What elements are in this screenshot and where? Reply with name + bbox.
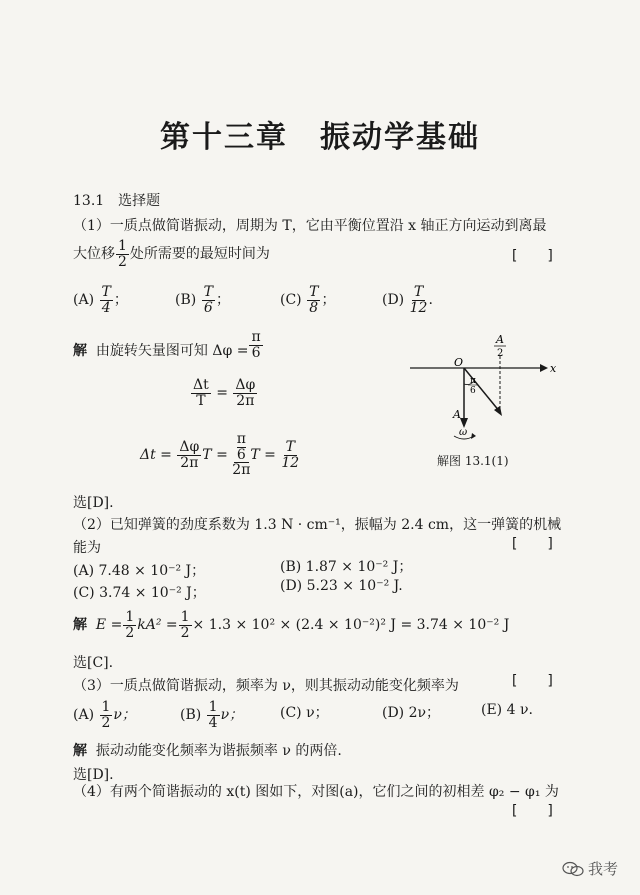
wechat-icon [562, 861, 584, 877]
q1-frac-half: $\frac{1}{2}$ [118, 238, 127, 270]
label-o: O [454, 356, 464, 369]
q3-line1: （3）一质点做简谐振动，频率为 ν，则其振动动能变化频率为 [73, 678, 459, 694]
q3-option-e: (E) 4 ν. [481, 702, 533, 718]
label-x: x [550, 362, 557, 375]
label-omega: ω [459, 427, 468, 438]
q4-bracket: [ ] [510, 803, 555, 819]
q1-line2 [73, 239, 270, 269]
q3-option-a: (A) $\frac{1}{2}$ ν； [73, 699, 136, 731]
q1-equation-2: Δt = $\frac{\Delta\varphi}{2\pi}$ T = π 6 2π T = $\frac{T}{12}$ [140, 431, 300, 479]
q1-option-d: (D) $\frac{T}{12}$ . [382, 284, 433, 316]
q3-option-d: (D) 2ν； [382, 705, 441, 721]
figure-caption: 解图 13.1(1) [437, 454, 509, 468]
q1-option-b: (B) $\frac{T}{6}$ ； [175, 284, 231, 316]
q3-answer: 选[D]. [73, 767, 114, 783]
q2-option-b: (B) 1.87 × 10⁻² J； [280, 559, 413, 575]
q1-bracket: [ ] [510, 248, 555, 264]
section-heading: 13.1 选择题 [73, 193, 161, 209]
q1-option-a: (A) $\frac{T}{4}$ ； [73, 284, 128, 316]
rotated-vector-arrow-icon [494, 406, 502, 416]
q1-solution: 解 由旋转矢量图可知 Δφ = $\frac{\pi}{6}$ [73, 329, 261, 361]
q1-line2-post: 处所需要的最短时间为 [129, 246, 270, 263]
rotation-vector-figure [410, 332, 560, 444]
q1-line2-pre: 大位移 [73, 246, 115, 263]
x-axis-arrow-icon [540, 364, 548, 372]
q2-line1: （2）已知弹簧的劲度系数为 1.3 N · cm⁻¹，振幅为 2.4 cm，这一弹簧的机械 [73, 517, 562, 533]
q2-option-a: (A) 7.48 × 10⁻² J； [73, 563, 206, 579]
q2-option-c: (C) 3.74 × 10⁻² J； [73, 585, 206, 601]
q4-line1: （4）有两个简谐振动的 x(t) 图如下，对图(a)，它们之间的初相差 φ₂ − φ₁ 为 [73, 784, 559, 800]
q1-line1: （1）一质点做简谐振动，周期为 T，它由平衡位置沿 x 轴正方向运动到离最 [73, 218, 547, 234]
q3-option-b: (B) $\frac{1}{4}$ ν； [180, 699, 244, 731]
q1-equation-1: $\frac{\Delta t}{T}$ = $\frac{\Delta\varphi}{2\pi}$ [193, 377, 256, 409]
label-pi: π [470, 376, 476, 386]
label-a: A [453, 408, 461, 421]
q3-bracket: [ ] [510, 673, 555, 689]
q2-solution: 解 E = $\frac{1}{2}$ kA² = $\frac{1}{2}$ × 1.3 × 10² × (2.4 × 10⁻²)² J = 3.74 × 10⁻² J [73, 609, 510, 641]
q3-solution: 解 振动动能变化频率为谐振频率 ν 的两倍. [73, 743, 342, 759]
q3-option-c: (C) ν； [280, 705, 329, 721]
label-a-top: A [496, 333, 504, 346]
label-6: 6 [470, 386, 476, 396]
q1-option-c: (C) $\frac{T}{8}$ ； [280, 284, 336, 316]
label-a-bottom: 2 [497, 348, 504, 359]
omega-arrow-icon [471, 433, 476, 439]
q1-answer: 选[D]. [73, 495, 114, 511]
watermark [562, 858, 618, 879]
q2-answer: 选[C]. [73, 655, 114, 671]
q2-option-d: (D) 5.23 × 10⁻² J. [280, 578, 403, 594]
q2-line2: 能为 [73, 540, 101, 556]
q2-bracket: [ ] [510, 536, 555, 552]
watermark-text: 我考 [587, 860, 618, 878]
chapter-title: 第十三章 振动学基础 [160, 120, 480, 155]
